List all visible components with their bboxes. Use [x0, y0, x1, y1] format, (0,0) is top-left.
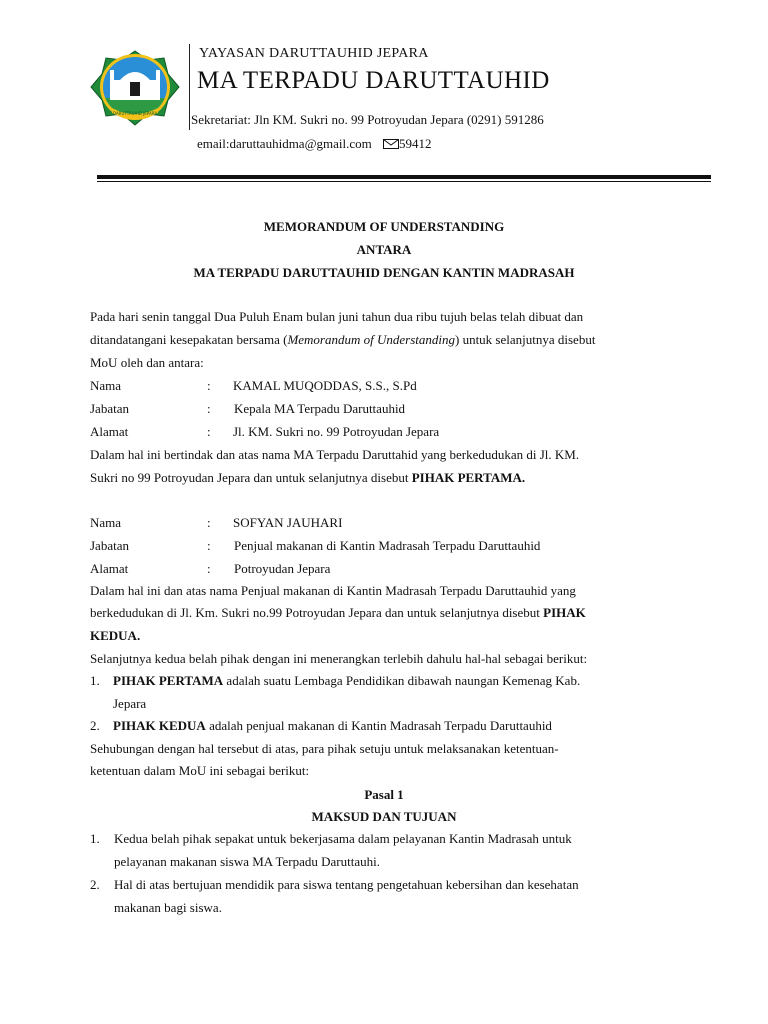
closing-line-1: Sehubungan dengan hal tersebut di atas, para pihak setuju untuk melaksanakan ketentuan- [90, 741, 559, 756]
foundation-name: YAYASAN DARUTTAUHID JEPARA [199, 46, 429, 61]
party1-address-label: Alamat [90, 424, 129, 439]
intro-line-3: MoU oleh dan antara: [90, 355, 204, 370]
header-rule-thin [97, 181, 711, 182]
party2-desc-line-3: KEDUA. [90, 628, 141, 643]
article-subheading: MAKSUD DAN TUJUAN [311, 809, 457, 824]
statement-1-cont: Jepara [113, 696, 147, 711]
colon: : [207, 561, 211, 576]
article-item-2-line-1: Hal di atas bertujuan mendidik para siswa tentang pengetahuan kebersihan dan kesehatan [114, 877, 579, 892]
article-item-number: 1. [90, 831, 100, 846]
party1-desc-line-2: Sukri no 99 Potroyudan Jepara dan untuk selanjutnya disebut PIHAK PERTAMA. [90, 470, 526, 485]
statement-2: PIHAK KEDUA adalah penjual makanan di Kantin Madrasah Terpadu Daruttauhid [113, 718, 552, 733]
intro-line-1: Pada hari senin tanggal Dua Puluh Enam bulan juni tahun dua ribu tujuh belas telah dibuat dan [90, 309, 584, 324]
statements-intro: Selanjutnya kedua belah pihak dengan ini menerangkan terlebih dahulu hal-hal sebagai berikut: [90, 651, 588, 666]
article-heading: Pasal 1 [364, 787, 404, 802]
colon: : [207, 515, 211, 530]
party2-address-value: Potroyudan Jepara [234, 561, 331, 576]
statement-number: 2. [90, 718, 100, 733]
party1-designation: PIHAK PERTAMA. [411, 470, 526, 485]
school-logo [90, 50, 180, 128]
party2-desc-line-2: berkedudukan di Jl. Km. Sukri no.99 Potroyudan Jepara dan untuk selanjutnya disebut PIHAK [90, 605, 586, 620]
intro-line-2: ditandatangani kesepakatan bersama (Memorandum of Understanding) untuk selanjutnya disebut [90, 332, 596, 347]
doc-parties-title: MA TERPADU DARUTTAUHID DENGAN KANTIN MADRASAH [193, 265, 575, 280]
statement-number: 1. [90, 673, 100, 688]
article-item-number: 2. [90, 877, 100, 892]
party2-name-label: Nama [90, 515, 122, 530]
statement-1: PIHAK PERTAMA adalah suatu Lembaga Pendidikan dibawah naungan Kemenag Kab. [113, 673, 581, 688]
party1-position-value: Kepala MA Terpadu Daruttauhid [234, 401, 406, 416]
party2-name-value: SOFYAN JAUHARI [233, 515, 343, 530]
colon: : [207, 378, 211, 393]
doc-title: MEMORANDUM OF UNDERSTANDING [263, 219, 505, 234]
school-name: MA TERPADU DARUTTAUHID [197, 67, 550, 94]
article-item-2-line-2: makanan bagi siswa. [114, 900, 222, 915]
logo-caption: DARUTTAUHID JEPARA [112, 111, 158, 116]
address-line: Sekretariat: Jln KM. Sukri no. 99 Potroyudan Jepara (0291) 591286 [191, 112, 544, 127]
header-rule [97, 175, 711, 179]
colon: : [207, 424, 211, 439]
header-divider [189, 44, 190, 130]
email-address: email:daruttauhidma@gmail.com [197, 136, 372, 151]
party2-address-label: Alamat [90, 561, 129, 576]
party2-designation: PIHAK [543, 605, 586, 620]
envelope-icon [383, 137, 399, 153]
party2-position-label: Jabatan [90, 538, 129, 553]
article-item-1-line-2: pelayanan makanan siswa MA Terpadu Daruttauhi. [114, 854, 380, 869]
closing-line-2: ketentuan dalam MoU ini sebagai berikut: [90, 763, 310, 778]
colon: : [207, 401, 211, 416]
party1-address-value: Jl. KM. Sukri no. 99 Potroyudan Jepara [233, 424, 440, 439]
colon: : [207, 538, 211, 553]
postal-code: 59412 [399, 136, 432, 151]
party1-position-label: Jabatan [90, 401, 129, 416]
party1-name-label: Nama [90, 378, 122, 393]
party2-position-value: Penjual makanan di Kantin Madrasah Terpadu Daruttauhid [234, 538, 541, 553]
doc-subtitle: ANTARA [356, 242, 412, 257]
party1-desc-line-1: Dalam hal ini bertindak dan atas nama MA Terpadu Daruttahid yang berkedudukan di Jl. KM. [90, 447, 580, 462]
mou-term: Memorandum of Understanding [287, 332, 455, 347]
party1-name-value: KAMAL MUQODDAS, S.S., S.Pd [233, 378, 417, 393]
article-item-1-line-1: Kedua belah pihak sepakat untuk bekerjasama dalam pelayanan Kantin Madrasah untuk [114, 831, 572, 846]
contact-line [197, 136, 432, 153]
party2-desc-line-1: Dalam hal ini dan atas nama Penjual makanan di Kantin Madrasah Terpadu Daruttauhid yang [90, 583, 576, 598]
